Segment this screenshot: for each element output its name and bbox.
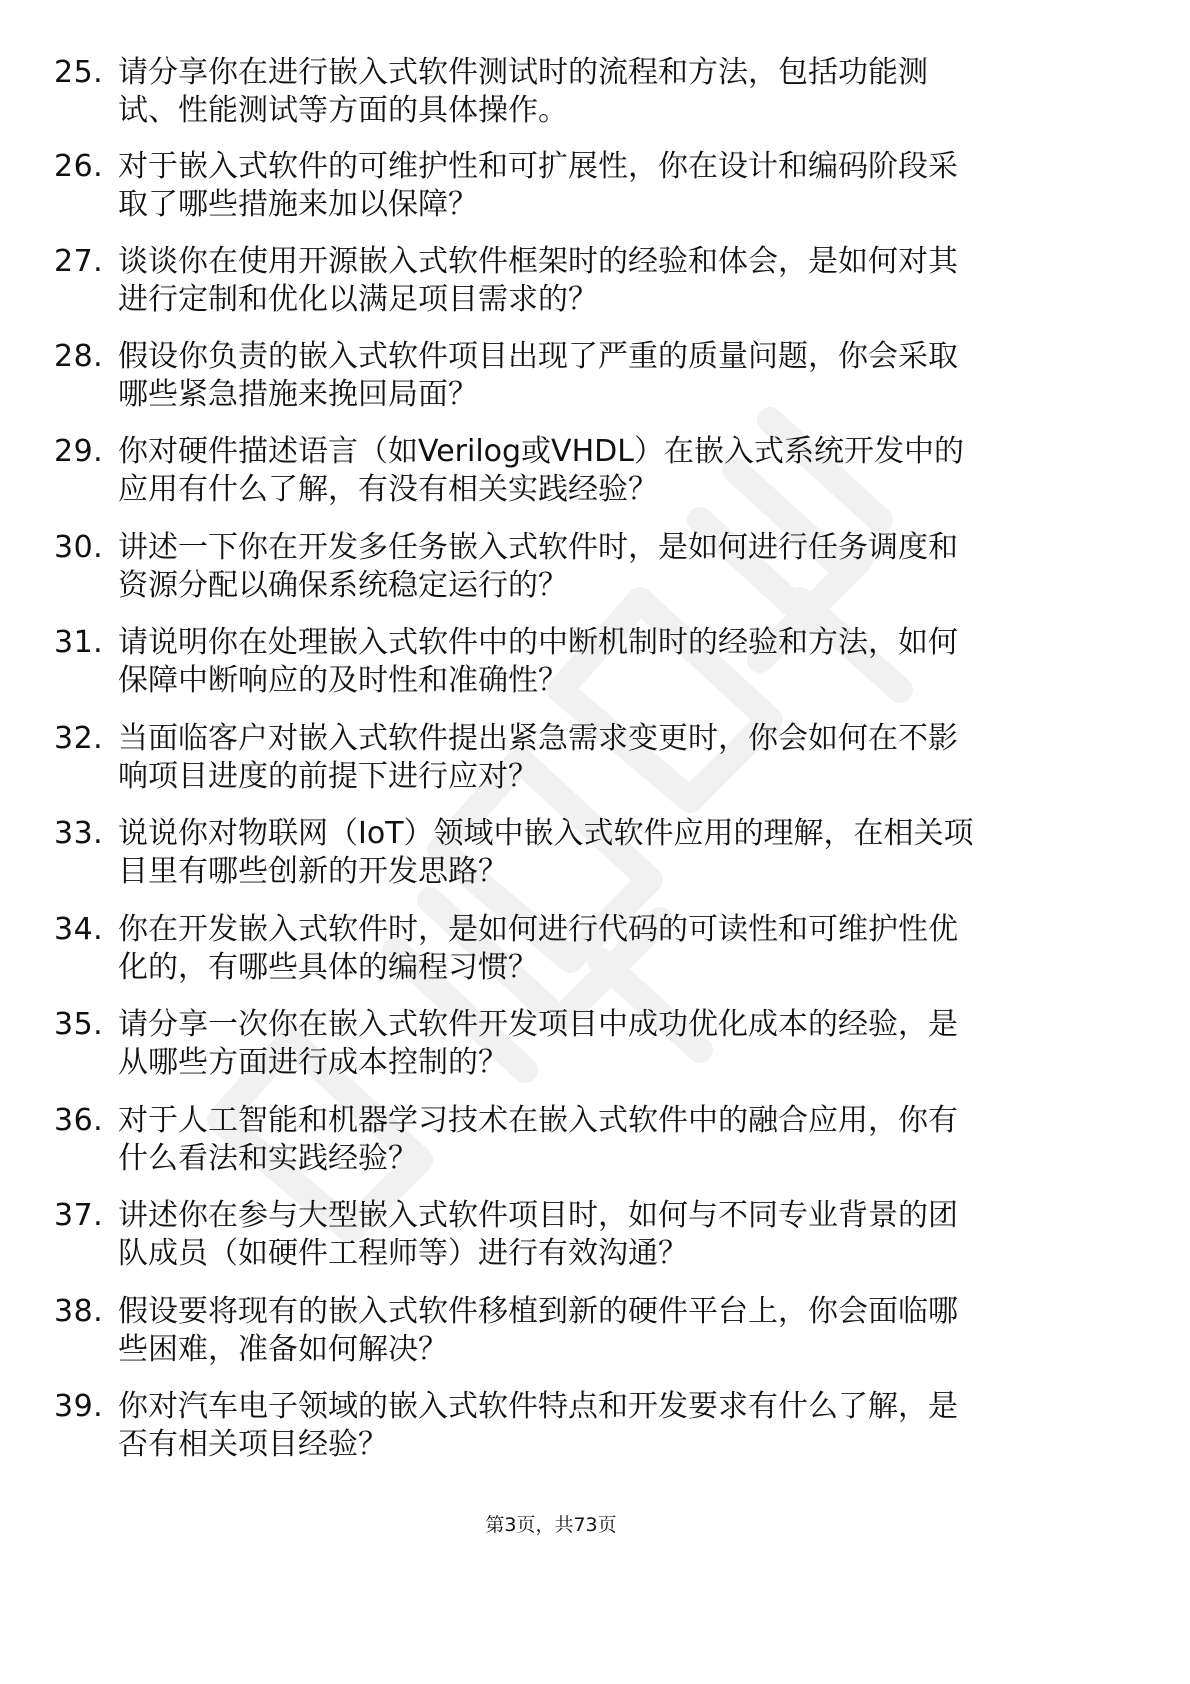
question-item — [0, 54, 1102, 144]
question-text-line: 谈谈你在使用开源嵌入式软件框架时的经验和体会，是如何对其 — [118, 244, 958, 279]
question-text-line: 你对硬件描述语言（如Verilog或VHDL）在嵌入式系统开发中的 — [118, 434, 964, 469]
question-text-line: 讲述一下你在开发多任务嵌入式软件时，是如何进行任务调度和 — [118, 530, 958, 565]
question-item — [0, 1006, 1102, 1096]
question-number: 28. — [54, 339, 104, 374]
question-text-line: 请说明你在处理嵌入式软件中的中断机制时的经验和方法，如何 — [118, 625, 958, 660]
question-item — [0, 148, 1102, 238]
question-number: 27. — [54, 244, 104, 279]
question-text-line: 否有相关项目经验？ — [118, 1427, 388, 1462]
question-number: 39. — [54, 1389, 104, 1424]
question-text-line: 取了哪些措施来加以保障？ — [118, 187, 478, 222]
question-text-line: 你对汽车电子领域的嵌入式软件特点和开发要求有什么了解，是 — [118, 1389, 958, 1424]
question-text-line: 响项目进度的前提下进行应对？ — [118, 759, 538, 794]
question-text-line: 队成员（如硬件工程师等）进行有效沟通？ — [118, 1236, 688, 1271]
question-number: 36. — [54, 1103, 104, 1138]
question-text-line: 假设你负责的嵌入式软件项目出现了严重的质量问题，你会采取 — [118, 339, 958, 374]
question-text-line: 对于嵌入式软件的可维护性和可扩展性，你在设计和编码阶段采 — [118, 149, 958, 184]
question-number: 37. — [54, 1198, 104, 1233]
question-number: 38. — [54, 1294, 104, 1329]
question-item — [0, 338, 1102, 428]
question-text-line: 请分享你在进行嵌入式软件测试时的流程和方法，包括功能测 — [118, 55, 928, 90]
question-text-line: 试、性能测试等方面的具体操作。 — [118, 93, 568, 128]
question-number: 26. — [54, 149, 104, 184]
question-text-line: 保障中断响应的及时性和准确性？ — [118, 663, 568, 698]
question-item — [0, 1293, 1102, 1383]
question-text-line: 说说你对物联网（IoT）领域中嵌入式软件应用的理解，在相关项 — [118, 816, 974, 851]
question-item — [0, 911, 1102, 1001]
question-text-line: 进行定制和优化以满足项目需求的？ — [118, 282, 598, 317]
question-number: 34. — [54, 912, 104, 947]
question-number: 25. — [54, 55, 104, 90]
question-text-line: 你在开发嵌入式软件时，是如何进行代码的可读性和可维护性优 — [118, 912, 958, 947]
question-item — [0, 815, 1102, 905]
question-item — [0, 624, 1102, 714]
question-item — [0, 1197, 1102, 1287]
question-text-line: 哪些紧急措施来挽回局面？ — [118, 377, 478, 412]
question-text-line: 什么看法和实践经验？ — [118, 1141, 418, 1176]
question-item — [0, 720, 1102, 810]
question-text-line: 对于人工智能和机器学习技术在嵌入式软件中的融合应用，你有 — [118, 1103, 958, 1138]
question-text-line: 应用有什么了解，有没有相关实践经验？ — [118, 472, 658, 507]
question-number: 31. — [54, 625, 104, 660]
question-text-line: 从哪些方面进行成本控制的？ — [118, 1045, 508, 1080]
question-number: 29. — [54, 434, 104, 469]
question-item — [0, 1388, 1102, 1478]
question-text-line: 些困难，准备如何解决？ — [118, 1332, 448, 1367]
question-text-line: 资源分配以确保系统稳定运行的？ — [118, 568, 568, 603]
page-number-footer: 第3页，共73页 — [485, 1514, 617, 1536]
question-item — [0, 433, 1102, 523]
question-number: 33. — [54, 816, 104, 851]
question-text-line: 假设要将现有的嵌入式软件移植到新的硬件平台上，你会面临哪 — [118, 1294, 958, 1329]
question-text-line: 讲述你在参与大型嵌入式软件项目时，如何与不同专业背景的团 — [118, 1198, 958, 1233]
question-item — [0, 529, 1102, 619]
question-number: 32. — [54, 721, 104, 756]
question-text-line: 目里有哪些创新的开发思路？ — [118, 854, 508, 889]
question-item — [0, 243, 1102, 333]
question-text-line: 当面临客户对嵌入式软件提出紧急需求变更时，你会如何在不影 — [118, 721, 958, 756]
question-item — [0, 1102, 1102, 1192]
question-number: 30. — [54, 530, 104, 565]
question-text-line: 化的，有哪些具体的编程习惯？ — [118, 950, 538, 985]
question-number: 35. — [54, 1007, 104, 1042]
question-text-line: 请分享一次你在嵌入式软件开发项目中成功优化成本的经验，是 — [118, 1007, 958, 1042]
